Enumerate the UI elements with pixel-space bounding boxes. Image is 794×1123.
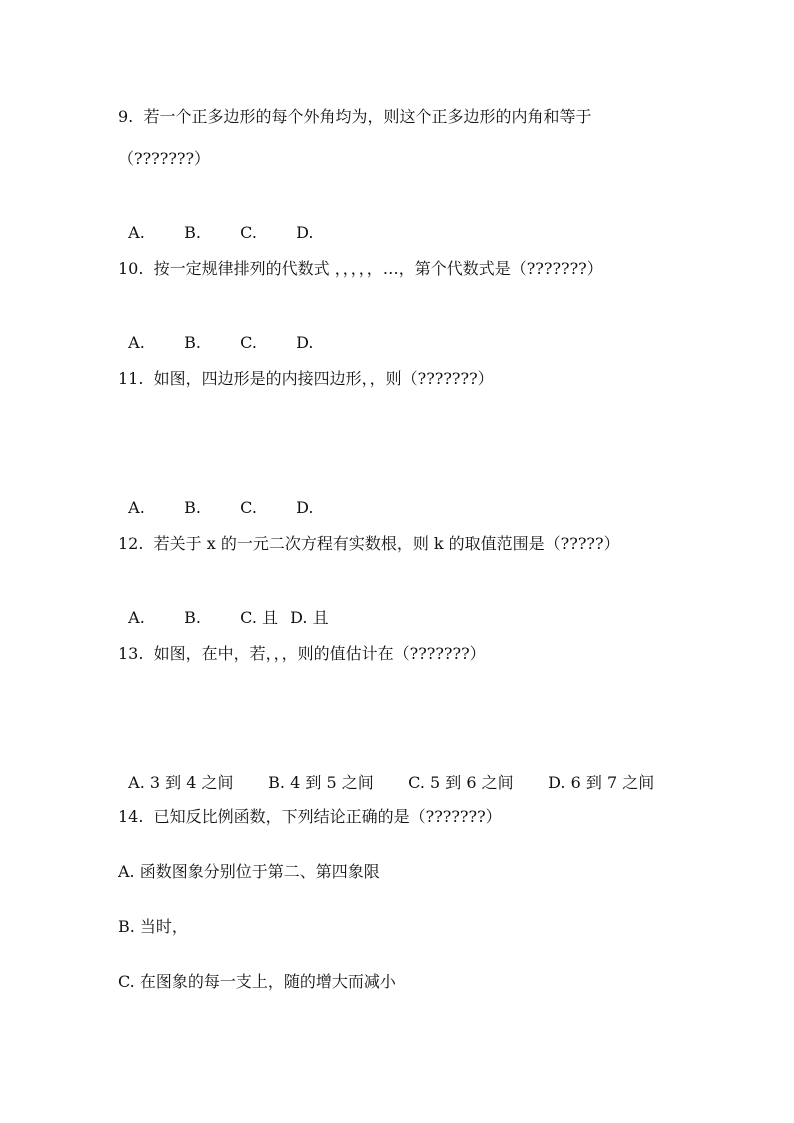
option-d: D. bbox=[296, 223, 314, 242]
question-13-options bbox=[118, 753, 654, 793]
question-11-stem: 11. 如图，四边形是的内接四边形，，则（???????） bbox=[118, 369, 494, 388]
question-13-stem: 13. 如图，在中，若，，，则的值估计在（???????） bbox=[118, 644, 486, 663]
option-a: A. bbox=[128, 333, 145, 352]
option-c: C. 5 到 6 之间 bbox=[408, 773, 514, 792]
question-11-options bbox=[118, 478, 314, 518]
question-12-stem: 12. 若关于 x 的一元二次方程有实数根，则 k 的取值范围是（?????） bbox=[118, 534, 620, 553]
option-c: C. bbox=[240, 498, 257, 517]
question-14-stem: 14. 已知反比例函数，下列结论正确的是（???????） bbox=[118, 807, 502, 826]
option-b: B. 4 到 5 之间 bbox=[268, 773, 374, 792]
question-14-option-c: C. 在图象的每一支上，随的增大而减小 bbox=[118, 972, 396, 991]
option-d: D. bbox=[296, 333, 314, 352]
option-a: A. bbox=[128, 608, 145, 627]
question-9-stem: 9. 若一个正多边形的每个外角均为，则这个正多边形的内角和等于 bbox=[118, 107, 592, 126]
option-a: A. bbox=[128, 223, 145, 242]
option-b: B. bbox=[184, 608, 202, 627]
option-d: D. 6 到 7 之间 bbox=[548, 773, 655, 792]
question-14-option-a: A. 函数图象分别位于第二、第四象限 bbox=[118, 862, 380, 881]
option-b: B. bbox=[184, 498, 202, 517]
option-c: C. 且 bbox=[240, 608, 279, 627]
question-10-stem: 10. 按一定规律排列的代数式 ，，，，，…，第个代数式是（???????） bbox=[118, 259, 603, 278]
question-9-stem-continued: （???????） bbox=[118, 149, 211, 168]
option-c: C. bbox=[240, 223, 257, 242]
option-a: A. bbox=[128, 498, 145, 517]
option-a: A. 3 到 4 之间 bbox=[128, 773, 234, 792]
option-d: D. bbox=[296, 498, 314, 517]
question-14-option-b: B. 当时， bbox=[118, 917, 188, 936]
question-12-options bbox=[118, 588, 329, 628]
option-b: B. bbox=[184, 333, 202, 352]
question-9-options bbox=[118, 203, 314, 243]
option-c: C. bbox=[240, 333, 257, 352]
option-d: D. 且 bbox=[290, 608, 329, 627]
question-10-options bbox=[118, 313, 314, 353]
option-b: B. bbox=[184, 223, 202, 242]
